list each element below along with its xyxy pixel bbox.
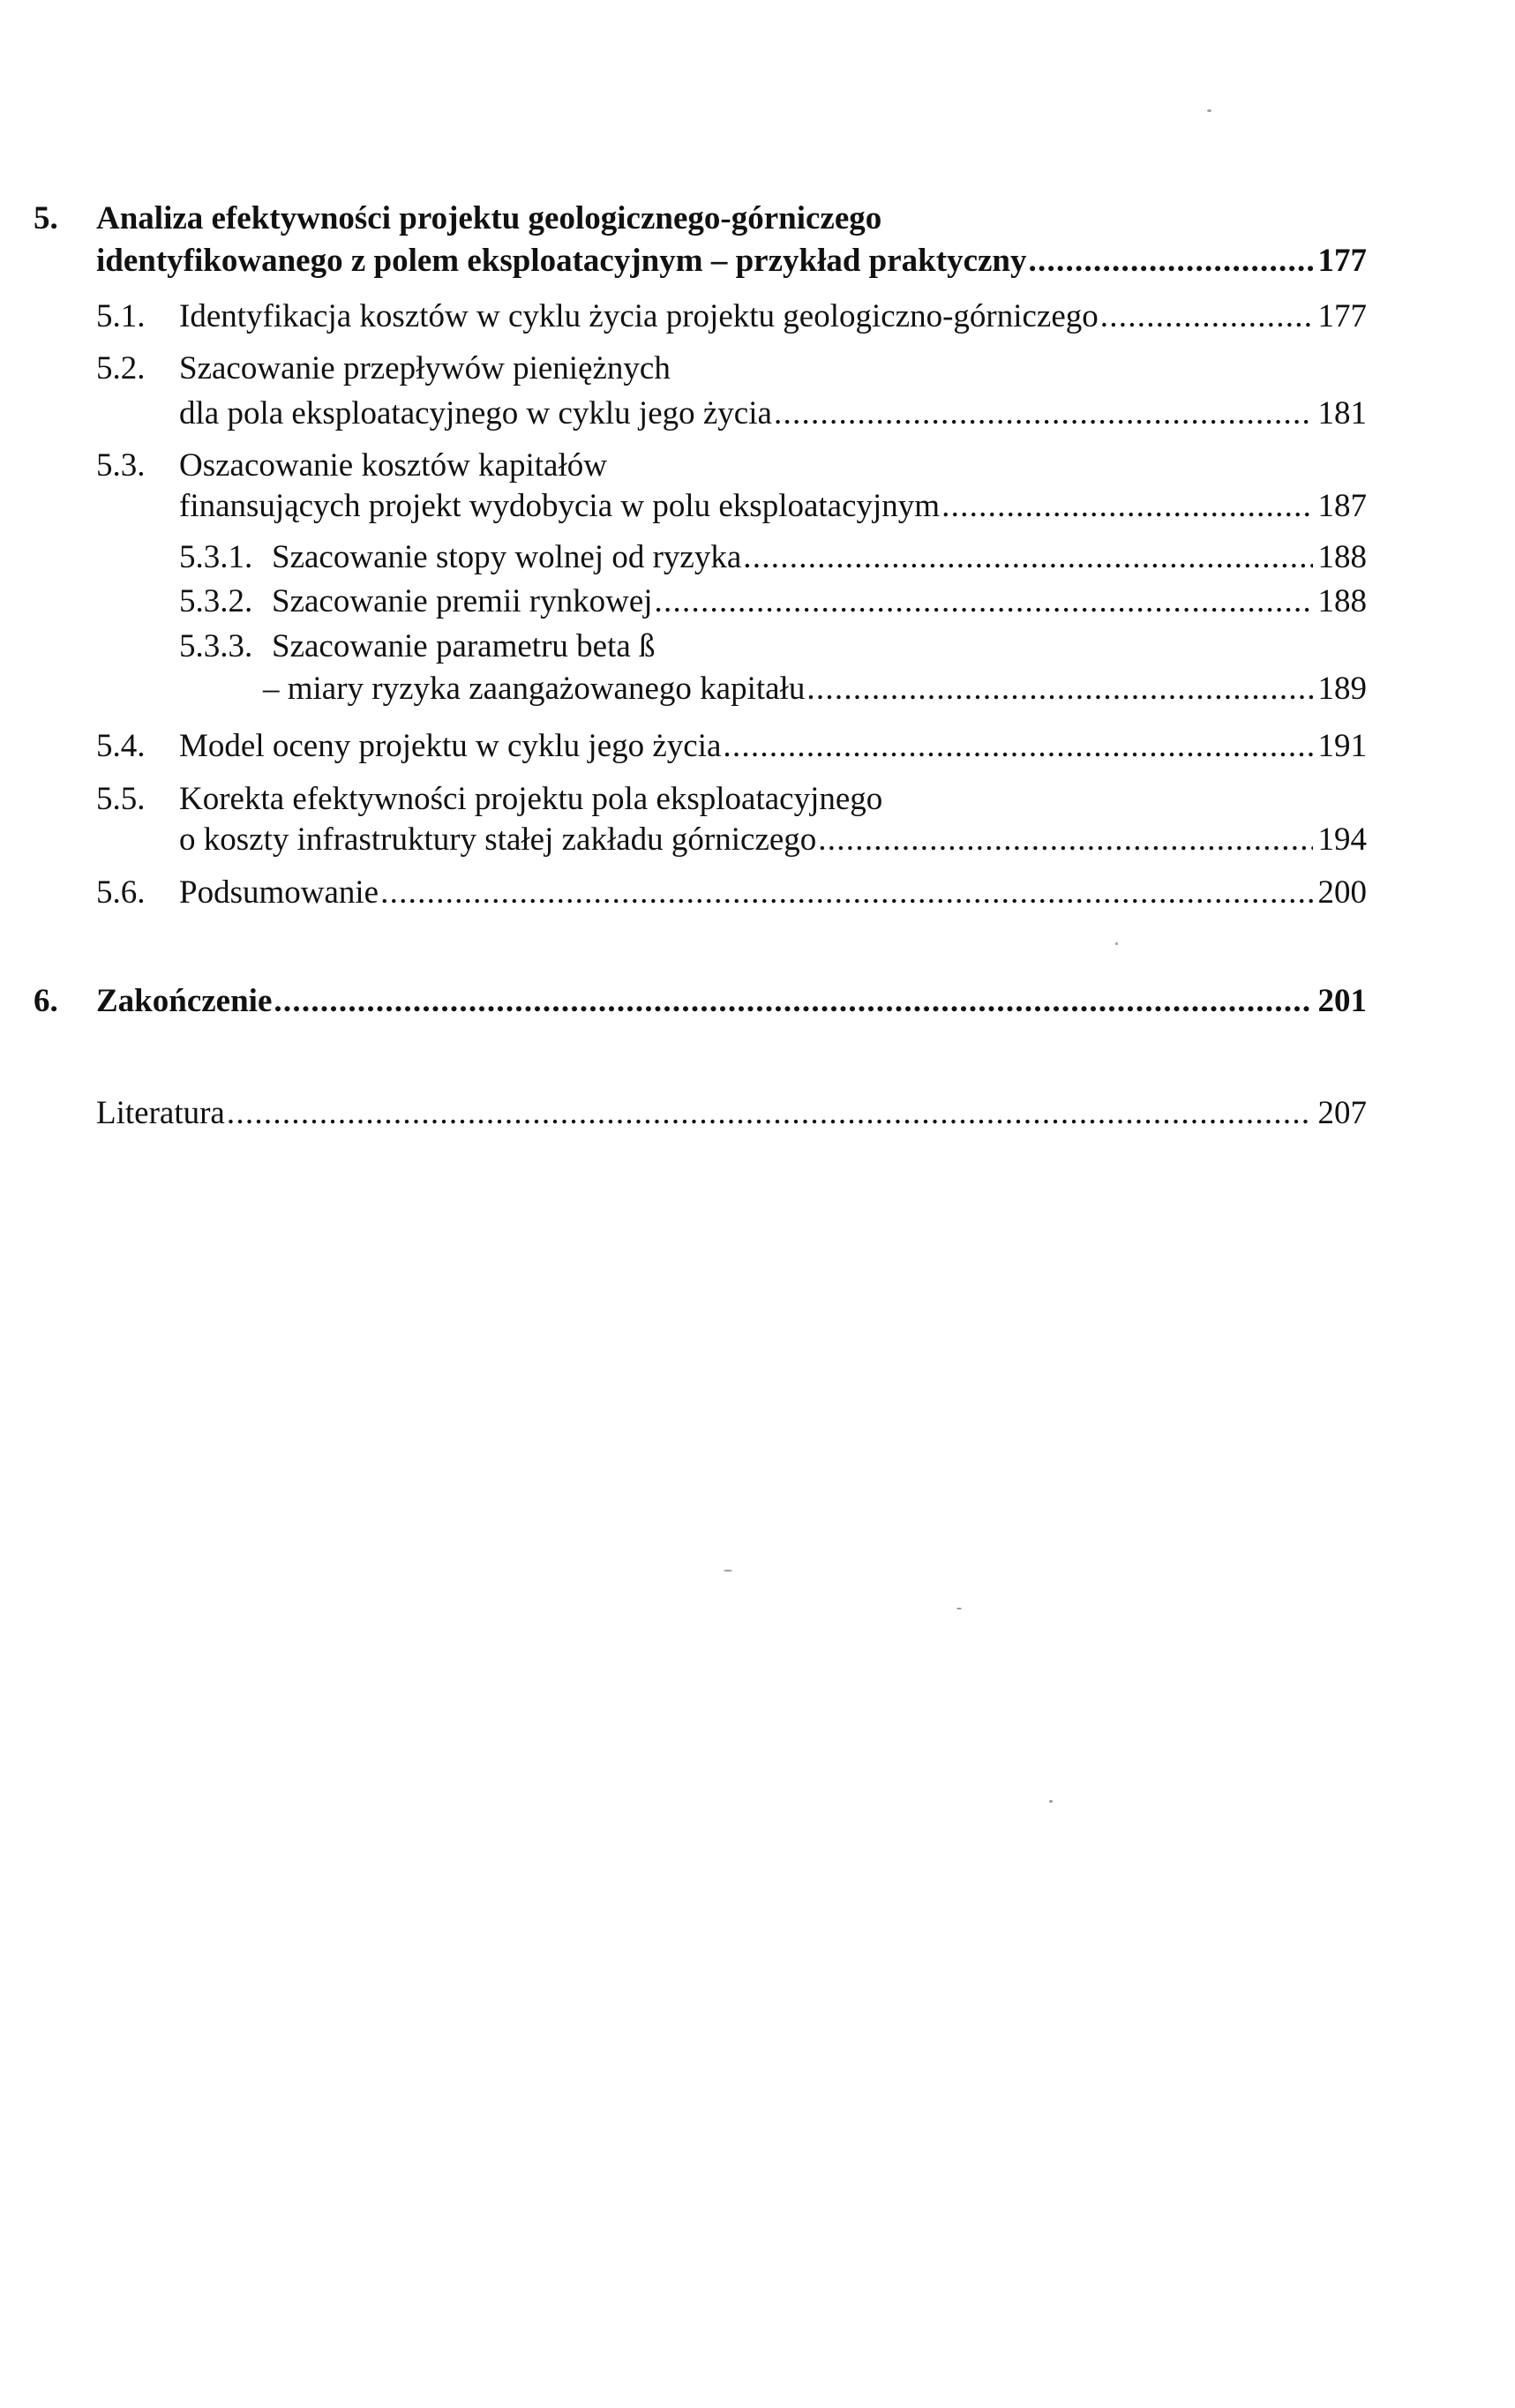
toc-literature-title: Literatura [96, 1095, 225, 1131]
toc-entry-row [179, 295, 1367, 339]
toc-entry-row [96, 1091, 1367, 1136]
toc-page-number: 207 [1317, 1095, 1367, 1131]
toc-page-number: 181 [1317, 395, 1367, 431]
toc-entry-row [179, 818, 1367, 862]
toc-section-title-line2: o koszty infrastruktury stałej zakładu górniczego [179, 821, 817, 858]
toc-chapter-number: 5. [34, 200, 58, 236]
scan-speck [1049, 1800, 1053, 1803]
toc-page-number: 188 [1317, 539, 1367, 575]
toc-entry-row [272, 580, 1367, 624]
toc-leader-dots [274, 979, 1312, 1024]
toc-page-number: 187 [1317, 488, 1367, 524]
toc-entry-row [263, 667, 1367, 711]
toc-page-number: 201 [1317, 983, 1367, 1019]
toc-entry-row [179, 871, 1367, 915]
toc-subsection-number: 5.3.2. [179, 583, 253, 619]
scan-speck [1207, 109, 1211, 112]
toc-leader-dots [723, 724, 1312, 769]
toc-entry-row [179, 392, 1367, 436]
toc-section-title-line1: Oszacowanie kosztów kapitałów [179, 447, 607, 484]
toc-subsection-number: 5.3.3. [179, 628, 253, 664]
toc-subsection-title-line1: Szacowanie parametru beta ß [272, 628, 656, 664]
scan-speck [956, 1608, 962, 1609]
toc-section-title: Podsumowanie [179, 874, 379, 911]
toc-section-number: 5.6. [96, 874, 146, 911]
toc-entry-row [179, 484, 1367, 529]
toc-subsection-title-line2: – miary ryzyka zaangażowanego kapitału [263, 671, 806, 707]
toc-page-number: 200 [1317, 874, 1367, 911]
toc-page-number: 194 [1317, 821, 1367, 858]
toc-page-number: 177 [1317, 243, 1367, 279]
toc-section-number: 5.4. [96, 728, 146, 764]
toc-section-title: Identyfikacja kosztów w cyklu życia projektu geologiczno-górniczego [179, 298, 1099, 334]
toc-subsection-title: Szacowanie stopy wolnej od ryzyka [272, 539, 742, 575]
toc-leader-dots [818, 818, 1312, 862]
scan-speck [724, 1570, 732, 1572]
toc-section-title-line1: Szacowanie przepływów pieniężnych [179, 350, 671, 386]
toc-leader-dots [227, 1091, 1313, 1136]
toc-page-number: 177 [1317, 298, 1367, 334]
toc-leader-dots [806, 667, 1312, 711]
toc-leader-dots [941, 484, 1312, 529]
toc-leader-dots [743, 536, 1312, 580]
toc-section-number: 5.5. [96, 781, 146, 817]
toc-page-number: 189 [1317, 671, 1367, 707]
toc-subsection-title: Szacowanie premii rynkowej [272, 583, 653, 619]
toc-section-number: 5.2. [96, 350, 146, 386]
toc-subsection-number: 5.3.1. [179, 539, 253, 575]
toc-leader-dots [774, 392, 1313, 436]
toc-section-title-line2: dla pola eksploatacyjnego w cyklu jego życia [179, 395, 772, 431]
toc-section-number: 5.3. [96, 447, 146, 484]
toc-leader-dots [1029, 239, 1313, 283]
toc-entry-row [272, 536, 1367, 580]
toc-section-number: 5.1. [96, 298, 146, 334]
toc-leader-dots [1100, 295, 1313, 339]
toc-chapter-title-line2: identyfikowanego z polem eksploatacyjnym – przykład praktyczny [96, 243, 1027, 279]
toc-section-title-line1: Korekta efektywności projektu pola eksploatacyjnego [179, 781, 883, 817]
toc-page-number: 188 [1317, 583, 1367, 619]
toc-entry-row [96, 979, 1367, 1024]
toc-page-number: 191 [1317, 728, 1367, 764]
toc-leader-dots [655, 580, 1313, 624]
toc-entry-row [96, 239, 1367, 283]
toc-leader-dots [380, 871, 1312, 915]
scan-speck [1115, 942, 1118, 945]
toc-section-title: Model oceny projektu w cyklu jego życia [179, 728, 722, 764]
toc-chapter-number: 6. [34, 983, 58, 1019]
toc-chapter-title: Zakończenie [96, 983, 273, 1019]
toc-entry-row [179, 724, 1367, 769]
toc-chapter-title-line1: Analiza efektywności projektu geologicznego-górniczego [96, 200, 882, 236]
toc-section-title-line2: finansujących projekt wydobycia w polu eksploatacyjnym [179, 488, 941, 524]
